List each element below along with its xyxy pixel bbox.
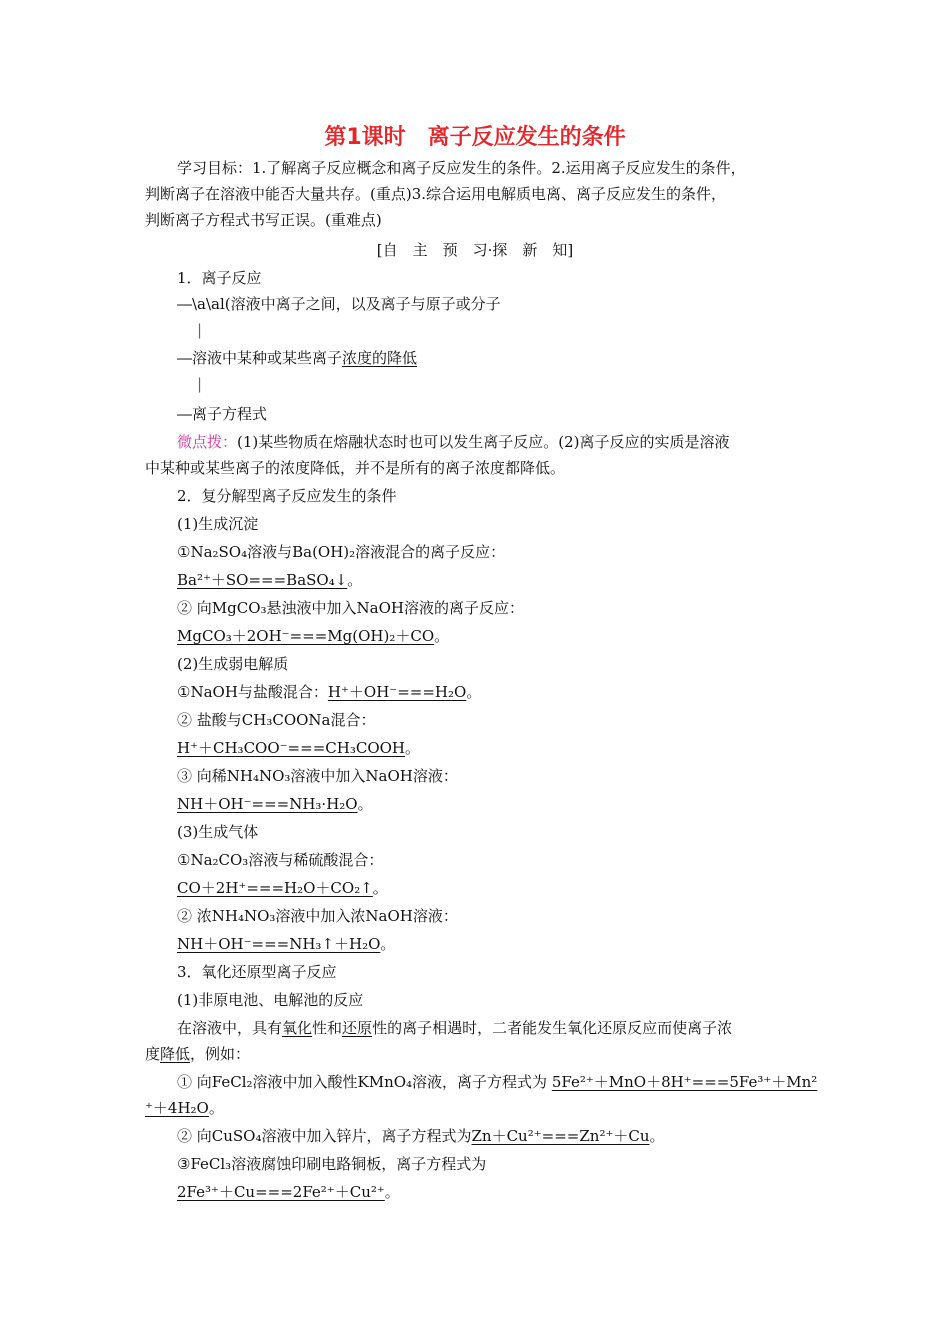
- s3-p1-text-a: 在溶液中，具有: [177, 1019, 283, 1037]
- s3-e3-question: ③FeCl₃溶液腐蚀印刷电路铜板，离子方程式为: [177, 1155, 487, 1173]
- s2-c3a-answer-line: [177, 878, 388, 898]
- s2-heading: 2．复分解型离子反应发生的条件: [177, 487, 397, 505]
- s1-tree-line-3: ―离子方程式: [177, 405, 268, 423]
- s3-p1-answer-oxidation: 氧化: [282, 1019, 313, 1037]
- tip-line-2: 中某种或某些离子的浓度降低，并不是所有的离子浓度都降低。: [145, 459, 566, 477]
- period: 。: [347, 571, 363, 589]
- s3-e1-answer-part-2: ⁺＋4H₂O: [145, 1099, 209, 1117]
- period: 。: [372, 879, 388, 897]
- tip-label: 微点拨：: [177, 433, 238, 451]
- s3-e3-answer-line: [177, 1182, 400, 1202]
- section-header: [自 主 预 习·探 新 知]: [376, 241, 574, 259]
- s3-paragraph-line-2: [145, 1044, 250, 1064]
- s1-tree-line-2: [177, 348, 417, 368]
- s2-c2a-answer: H⁺＋OH⁻===H₂O: [327, 683, 467, 701]
- s3-e1-question: ① 向FeCl₂溶液中加入酸性KMnO₄溶液，离子方程式为: [177, 1073, 552, 1091]
- period: 。: [380, 935, 396, 953]
- s1-tree-bar-2: |: [197, 375, 203, 393]
- s2-c1a-question: ①Na₂SO₄溶液与Ba(OH)₂溶液混合的离子反应：: [177, 543, 506, 561]
- page-title: 第1课时 离子反应发生的条件: [324, 125, 626, 150]
- s3-c1: (1)非原电池、电解池的反应: [177, 991, 364, 1009]
- s1-heading: 1．离子反应: [177, 269, 262, 287]
- period: 。: [405, 739, 421, 757]
- s3-e1-answer-part-1: 5Fe²⁺＋MnO＋8H⁺===5Fe³⁺＋Mn²: [551, 1073, 818, 1091]
- objectives-line-3: 判断离子方程式书写正误。(重难点): [145, 211, 382, 229]
- s1-tree-line-2-text: ―溶液中某种或某些离子: [177, 349, 343, 367]
- s2-c2b-question: ② 盐酸与CH₃COONa混合：: [177, 711, 376, 729]
- s2-c1b-question: ② 向MgCO₃悬浊液中加入NaOH溶液的离子反应：: [177, 599, 524, 617]
- period: 。: [384, 1183, 400, 1201]
- s2-c2c-question: ③ 向稀NH₄NO₃溶液中加入NaOH溶液：: [177, 767, 458, 785]
- period: 。: [649, 1127, 665, 1145]
- period: 。: [466, 683, 482, 701]
- s3-p2-text-a: 度: [145, 1045, 161, 1063]
- s2-c3b-question: ② 浓NH₄NO₃溶液中加入浓NaOH溶液：: [177, 907, 458, 925]
- s2-c1: (1)生成沉淀: [177, 515, 259, 533]
- s1-tree-line-2-answer: 浓度的降低: [342, 349, 418, 367]
- s3-e1-line-1: [177, 1072, 817, 1092]
- s2-c2: (2)生成弱电解质: [177, 655, 289, 673]
- s3-p1-answer-reduction: 还原: [342, 1019, 373, 1037]
- s2-c3a-question: ①Na₂CO₃溶液与稀硫酸混合：: [177, 851, 384, 869]
- s3-p1-text-c: 性的离子相遇时，二者能发生氧化还原反应而使离子浓: [372, 1019, 733, 1037]
- objectives-line-1: 学习目标：1.了解离子反应概念和离子反应发生的条件。2.运用离子反应发生的条件，: [177, 159, 746, 177]
- s2-c2c-answer-line: [177, 794, 373, 814]
- s2-c3: (3)生成气体: [177, 823, 259, 841]
- s3-heading: 3．氧化还原型离子反应: [177, 963, 337, 981]
- s2-c2b-answer-line: [177, 738, 420, 758]
- tip-line-1: [177, 432, 730, 452]
- objectives-line-2: 判断离子在溶液中能否大量共存。(重点)3.综合运用电解质电离、离子反应发生的条件，: [145, 185, 727, 203]
- period: 。: [208, 1099, 224, 1117]
- s2-c2b-answer: H⁺＋CH₃COO⁻===CH₃COOH: [177, 739, 405, 757]
- s3-e2-question: ② 向CuSO₄溶液中加入锌片，离子方程式为: [177, 1127, 472, 1145]
- s2-c2a-line: [177, 682, 481, 702]
- s2-c1a-answer-line: [177, 570, 362, 590]
- s3-e2-line: [177, 1126, 665, 1146]
- s2-c2c-answer: NH＋OH⁻===NH₃·H₂O: [177, 795, 358, 813]
- s2-c1a-answer: Ba²⁺＋SO===BaSO₄↓: [177, 571, 348, 589]
- s3-e1-line-2: [145, 1098, 224, 1118]
- s3-e3-answer: 2Fe³⁺＋Cu===2Fe²⁺＋Cu²⁺: [177, 1183, 385, 1201]
- period: 。: [357, 795, 373, 813]
- s1-tree-line-1: ―\a\al(溶液中离子之间，以及离子与原子或分子: [177, 295, 501, 313]
- s2-c3b-answer: NH＋OH⁻===NH₃↑＋H₂O: [177, 935, 381, 953]
- s2-c3a-answer: CO＋2H⁺===H₂O＋CO₂↑: [177, 879, 373, 897]
- s2-c3b-answer-line: [177, 934, 395, 954]
- s3-e2-answer: Zn＋Cu²⁺===Zn²⁺＋Cu: [471, 1127, 650, 1145]
- tip-text-1: (1)某些物质在熔融状态时也可以发生离子反应。(2)离子反应的实质是溶液: [237, 433, 730, 451]
- s2-c1b-answer-line: [177, 626, 449, 646]
- s2-c1b-answer: MgCO₃＋2OH⁻===Mg(OH)₂＋CO: [177, 627, 435, 645]
- s3-p2-text-b: ，例如：: [190, 1045, 251, 1063]
- s1-tree-bar-1: |: [197, 321, 203, 339]
- s3-p1-text-b: 性和: [312, 1019, 343, 1037]
- s3-p2-answer: 降低: [160, 1045, 191, 1063]
- s2-c2a-question: ①NaOH与盐酸混合：: [177, 683, 328, 701]
- period: 。: [434, 627, 450, 645]
- s3-paragraph-line-1: [177, 1018, 732, 1038]
